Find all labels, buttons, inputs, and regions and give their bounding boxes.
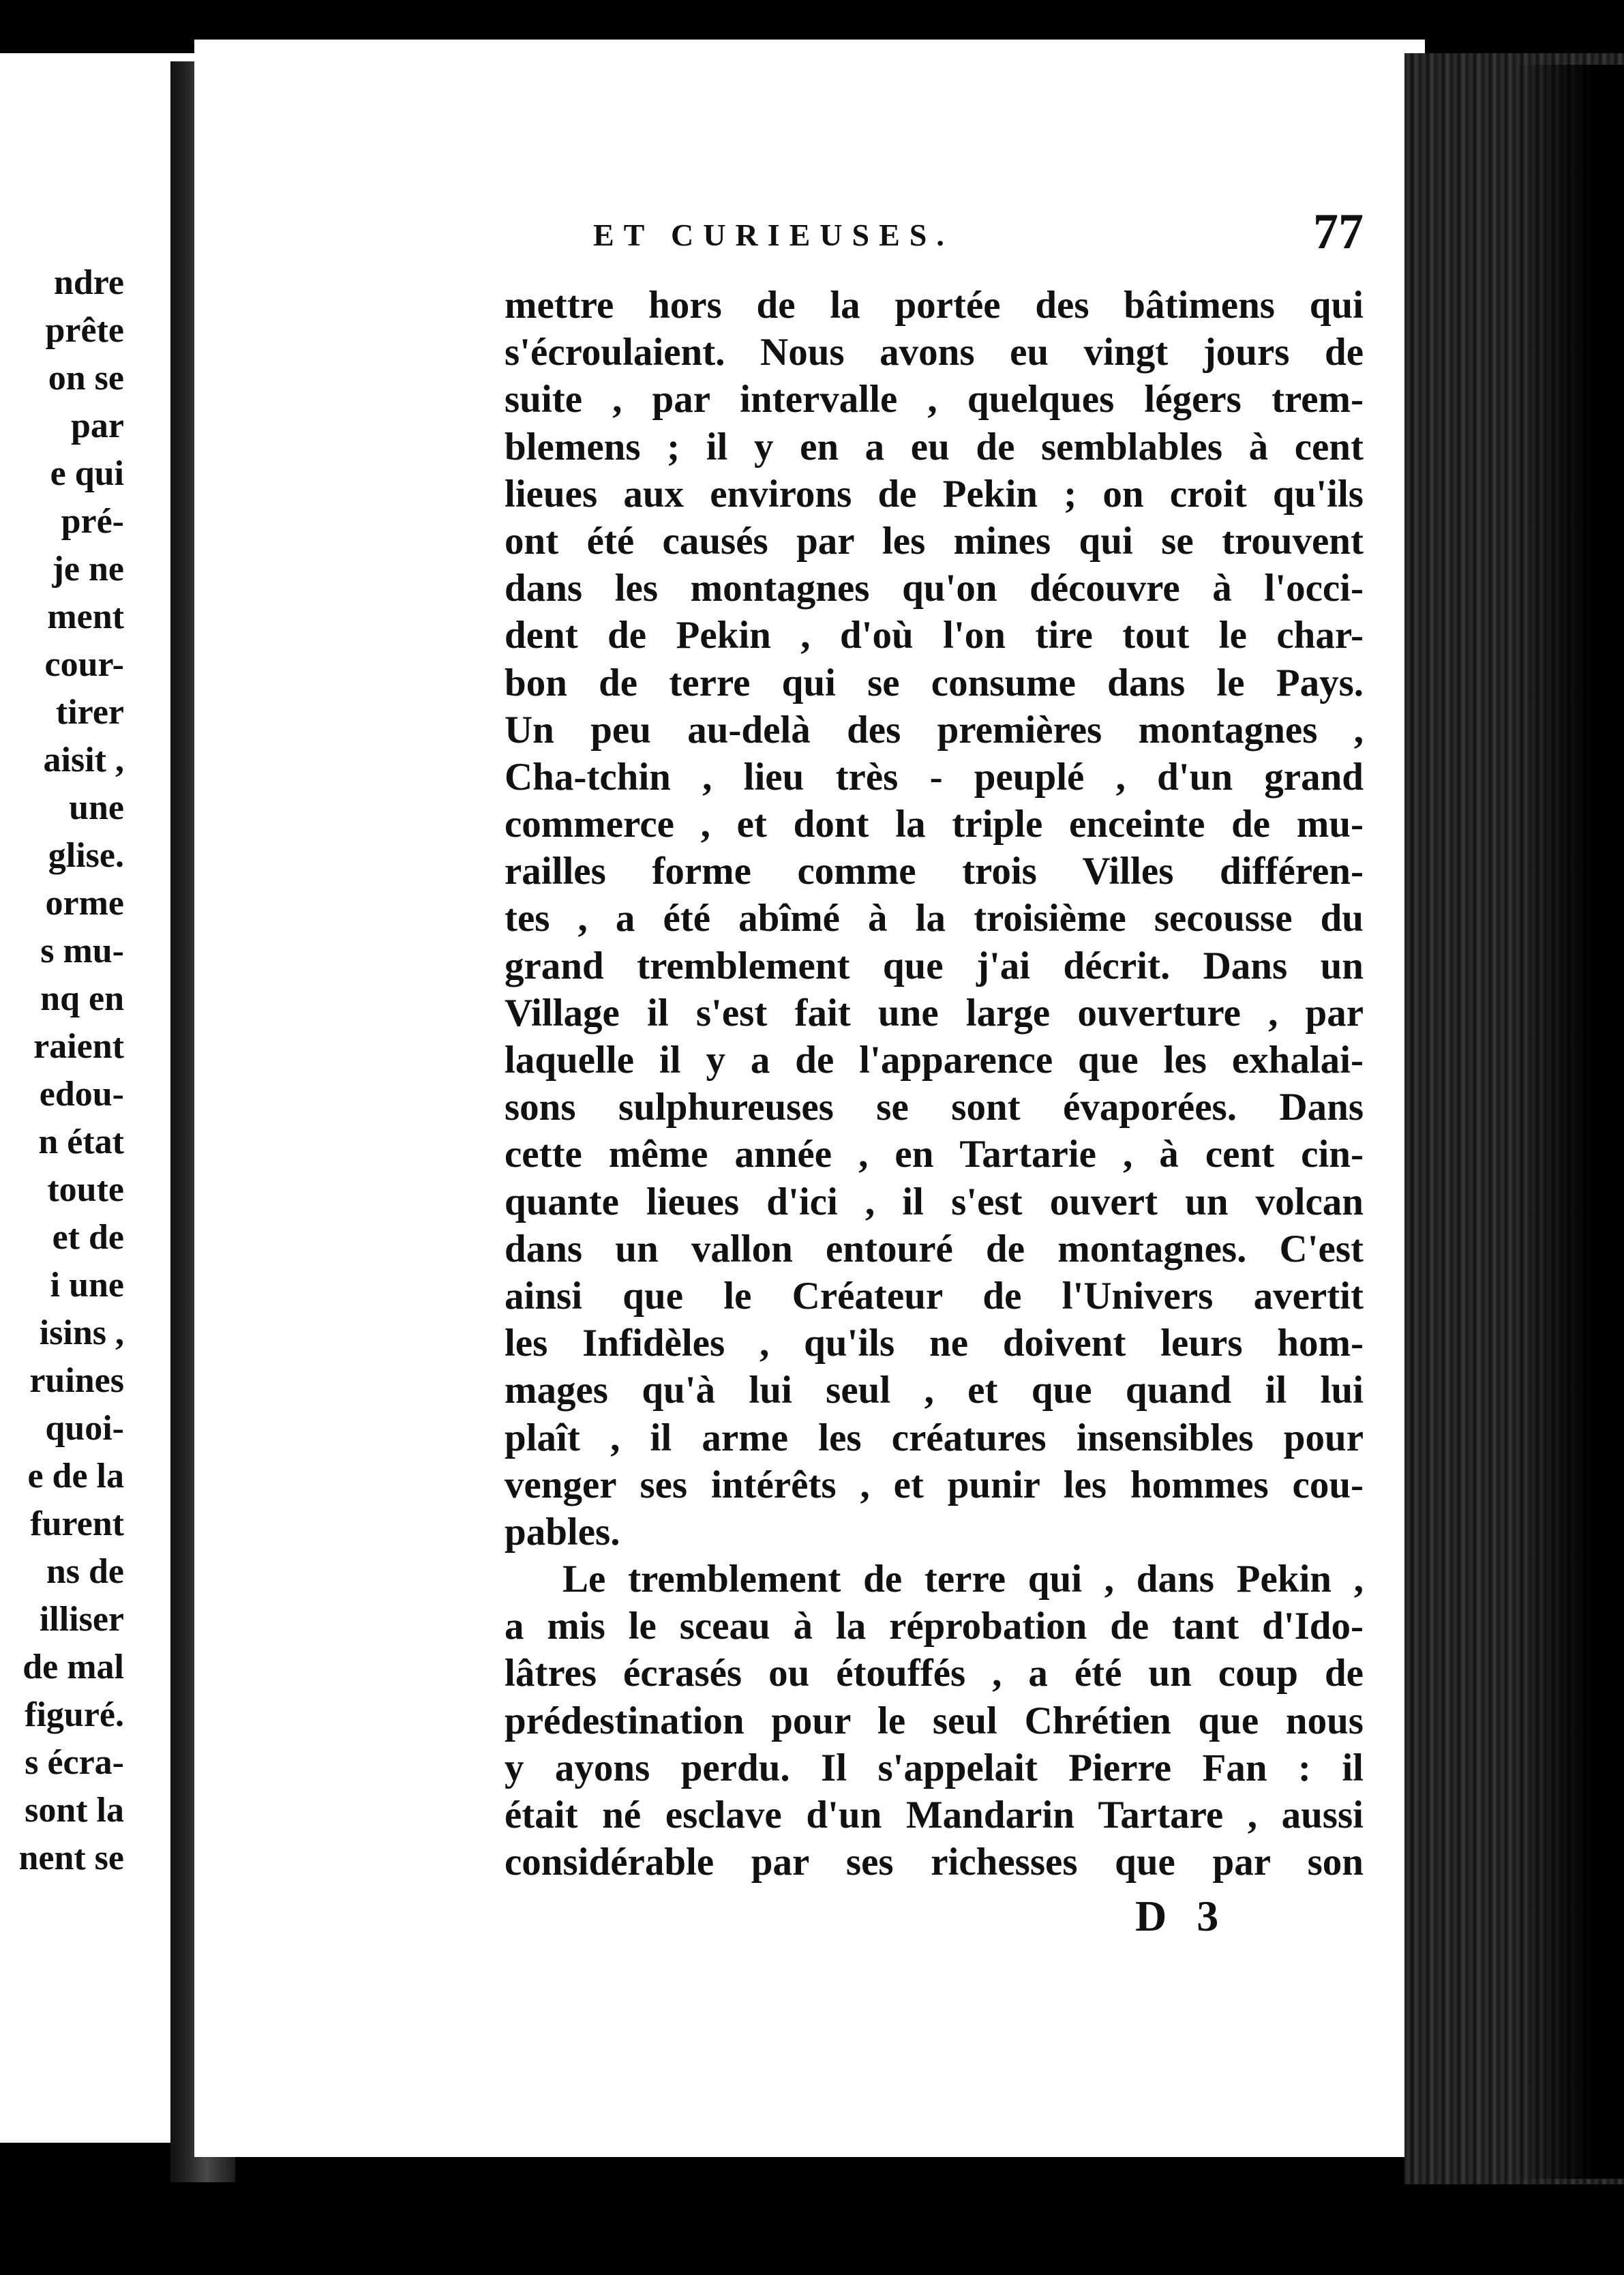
text-line: blemens ; il y en a eu de semblables à cent bbox=[505, 425, 1364, 469]
text-line: dent de Pekin , d'où l'on tire tout le char- bbox=[505, 614, 1364, 657]
running-head: ET CURIEUSES. bbox=[593, 218, 954, 252]
left-page-line: e de la bbox=[27, 1457, 124, 1496]
text-line: cette même année , en Tartarie , à cent cin- bbox=[505, 1133, 1364, 1176]
text-line: sons sulphureuses se sont évaporées. Dans bbox=[505, 1086, 1364, 1129]
left-page-line: furent bbox=[30, 1504, 124, 1543]
text-line: était né esclave d'un Mandarin Tartare , aussi bbox=[505, 1794, 1364, 1837]
text-line: commerce , et dont la triple enceinte de mu- bbox=[505, 803, 1364, 846]
left-page-line: toute bbox=[47, 1170, 124, 1209]
left-page-line: edou- bbox=[39, 1075, 124, 1114]
left-page-line: sont la bbox=[25, 1791, 124, 1830]
left-page-line: ment bbox=[47, 597, 124, 636]
text-line: y ayons perdu. Il s'appelait Pierre Fan : il bbox=[505, 1746, 1364, 1789]
text-line: a mis le sceau à la réprobation de tant d'Ido- bbox=[505, 1605, 1364, 1648]
text-line: lâtres écrasés ou étouffés , a été un coup de bbox=[505, 1652, 1364, 1695]
text-line: Village il s'est fait une large ouverture , par bbox=[505, 991, 1364, 1035]
right-page bbox=[194, 40, 1425, 2157]
left-page-text bbox=[0, 259, 124, 1882]
left-page-line: quoi- bbox=[45, 1409, 124, 1448]
text-line: plaît , il arme les créatures insensibles pour bbox=[505, 1416, 1364, 1459]
text-line: mages qu'à lui seul , et que quand il lui bbox=[505, 1369, 1364, 1412]
left-page-line: n état bbox=[38, 1122, 124, 1161]
left-page-line: de mal bbox=[22, 1648, 124, 1686]
text-line: les Infidèles , qu'ils ne doivent leurs hom- bbox=[505, 1322, 1364, 1365]
text-line: suite , par intervalle , quelques légers trem- bbox=[505, 378, 1364, 421]
left-page-line: et de bbox=[52, 1218, 124, 1257]
text-line: ont été causés par les mines qui se trouvent bbox=[505, 519, 1364, 563]
signature-mark: D 3 bbox=[1135, 1892, 1229, 1940]
text-line: mettre hors de la portée des bâtimens qui bbox=[505, 284, 1364, 327]
left-page-line: e qui bbox=[50, 454, 124, 493]
text-line: Le tremblement de terre qui , dans Pekin , bbox=[562, 1558, 1364, 1601]
left-page-line: figuré. bbox=[25, 1695, 124, 1734]
left-page-line: nent se bbox=[18, 1839, 124, 1877]
page-header bbox=[593, 203, 1364, 271]
page-body-text bbox=[505, 282, 1364, 1886]
text-line: lieues aux environs de Pekin ; on croit qu'ils bbox=[505, 472, 1364, 516]
text-line: grand tremblement que j'ai décrit. Dans un bbox=[505, 944, 1364, 987]
left-page-line: illiser bbox=[39, 1600, 124, 1639]
left-page-line: isins , bbox=[39, 1313, 124, 1352]
text-line: tes , a été abîmé à la troisième secousse du bbox=[505, 897, 1364, 940]
left-page-line: prête bbox=[45, 311, 124, 350]
left-page-line: cour- bbox=[44, 645, 124, 684]
left-page-line: par bbox=[71, 406, 124, 445]
left-page-line: nq en bbox=[40, 979, 124, 1018]
left-page-line: pré- bbox=[61, 502, 124, 541]
text-line: prédestination pour le seul Chrétien que nous bbox=[505, 1699, 1364, 1742]
left-page-line: tirer bbox=[55, 693, 124, 732]
text-line: dans un vallon entouré de montagnes. C'est bbox=[505, 1227, 1364, 1270]
left-page-line: ns de bbox=[46, 1552, 124, 1591]
text-line: dans les montagnes qu'on découvre à l'occi- bbox=[505, 567, 1364, 610]
left-page-line: une bbox=[69, 788, 124, 827]
left-page-line: orme bbox=[45, 884, 124, 923]
text-line: ainsi que le Créateur de l'Univers avertit bbox=[505, 1274, 1364, 1318]
left-page-line: glise. bbox=[48, 836, 124, 875]
left-page-line: ndre bbox=[53, 263, 124, 302]
text-line: Un peu au-delà des premières montagnes , bbox=[505, 708, 1364, 752]
text-line: Cha-tchin , lieu très - peuplé , d'un grand bbox=[505, 755, 1364, 799]
text-line: considérable par ses richesses que par son bbox=[505, 1841, 1364, 1884]
page-number: 77 bbox=[1313, 204, 1364, 260]
left-page-line: s mu- bbox=[40, 932, 124, 970]
left-page-line: aisit , bbox=[43, 741, 124, 779]
text-line: pables. bbox=[505, 1510, 620, 1553]
left-page-line: je ne bbox=[52, 550, 124, 589]
left-page-line: i une bbox=[50, 1266, 124, 1305]
text-line: bon de terre qui se consume dans le Pays. bbox=[505, 661, 1364, 704]
text-line: laquelle il y a de l'apparence que les exhalai- bbox=[505, 1039, 1364, 1082]
left-page-line: ruines bbox=[29, 1361, 124, 1400]
left-page-line: on se bbox=[48, 359, 124, 398]
left-page-line: s écra- bbox=[25, 1743, 124, 1782]
fore-edge-shadow bbox=[1517, 65, 1624, 2179]
text-line: venger ses intérêts , et punir les hommes cou- bbox=[505, 1463, 1364, 1506]
text-line: railles forme comme trois Villes différen- bbox=[505, 850, 1364, 893]
text-line: quante lieues d'ici , il s'est ouvert un volcan bbox=[505, 1180, 1364, 1223]
text-line: s'écroulaient. Nous avons eu vingt jours de bbox=[505, 331, 1364, 374]
left-page-line: raient bbox=[33, 1027, 124, 1066]
